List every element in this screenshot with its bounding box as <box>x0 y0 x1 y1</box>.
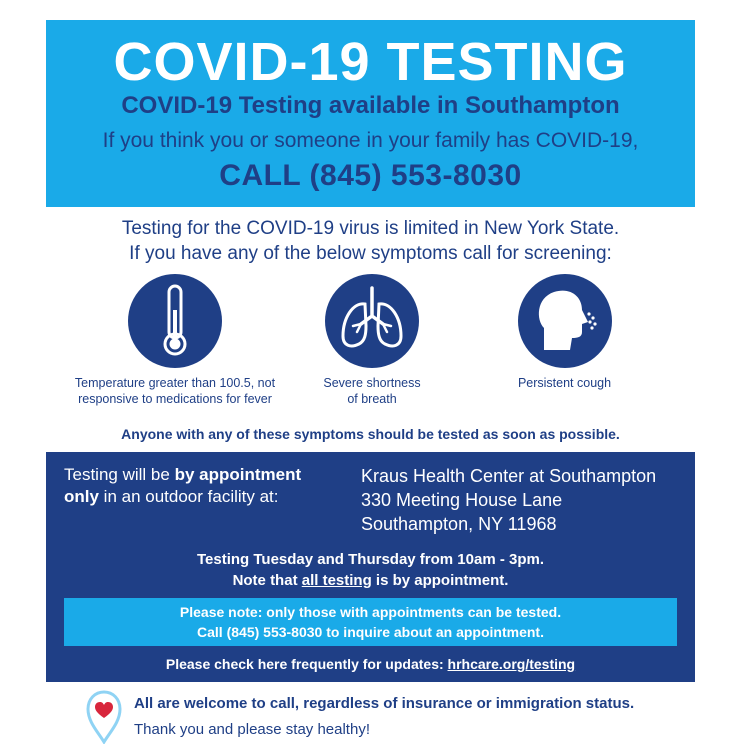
thermometer-icon <box>128 274 222 368</box>
intro-text <box>46 216 695 266</box>
symptom-breath-line-1: Severe shortness <box>323 376 421 390</box>
header-line: If you think you or someone in your family has COVID-19, <box>102 129 639 152</box>
symptoms-warning: Anyone with any of these symptoms should be tested as soon as possible. <box>121 426 620 442</box>
symptom-cough <box>482 274 647 391</box>
updates-link[interactable]: hrhcare.org/testing <box>447 656 576 672</box>
header-banner <box>46 20 695 207</box>
intro-line-2: If you have any of the below symptoms call for screening: <box>129 243 612 264</box>
cough-icon <box>518 274 612 368</box>
symptom-breath <box>292 274 452 407</box>
intro-line-1: Testing for the COVID-19 virus is limited in New York State. <box>121 218 620 239</box>
testing-schedule <box>46 549 695 591</box>
updates-line: Please check here frequently for updates: hrhcare.org/testing <box>165 656 576 672</box>
schedule-line-2: Note that all testing is by appointment. <box>232 572 509 589</box>
appointment-panel <box>46 452 695 682</box>
location-heart-icon <box>84 688 124 749</box>
symptom-fever <box>55 274 295 407</box>
lungs-icon <box>325 274 419 368</box>
address-line-2: 330 Meeting House Lane <box>361 490 563 510</box>
facility-address <box>361 464 691 536</box>
call-phone-number[interactable]: CALL (845) 553-8030 <box>219 159 522 192</box>
symptom-fever-line-2: responsive to medications for fever <box>78 392 272 406</box>
symptom-cough-line-1: Persistent cough <box>517 376 612 390</box>
schedule-line-1: Testing Tuesday and Thursday from 10am - 3pm. <box>196 551 545 568</box>
note-line-2: Call (845) 553-8030 to inquire about an appointment. <box>197 624 544 640</box>
page-title: COVID-19 TESTING <box>113 32 628 92</box>
welcome-statement: All are welcome to call, regardless of insurance or immigration status. <box>134 695 635 712</box>
header-subtitle: COVID-19 Testing available in Southampton <box>121 92 620 119</box>
thank-you-line: Thank you and please stay healthy! <box>134 721 370 738</box>
note-line-1: Please note: only those with appointments can be tested. <box>179 604 562 620</box>
address-line-1: Kraus Health Center at Southampton <box>361 466 657 486</box>
symptom-breath-line-2: of breath <box>347 392 397 406</box>
address-line-3: Southampton, NY 11968 <box>361 514 557 534</box>
appointment-note <box>64 598 677 646</box>
symptom-fever-line-1: Temperature greater than 100.5, not <box>74 376 276 390</box>
appointment-info: Testing will be by appointment only in an outdoor facility at: <box>64 465 302 506</box>
